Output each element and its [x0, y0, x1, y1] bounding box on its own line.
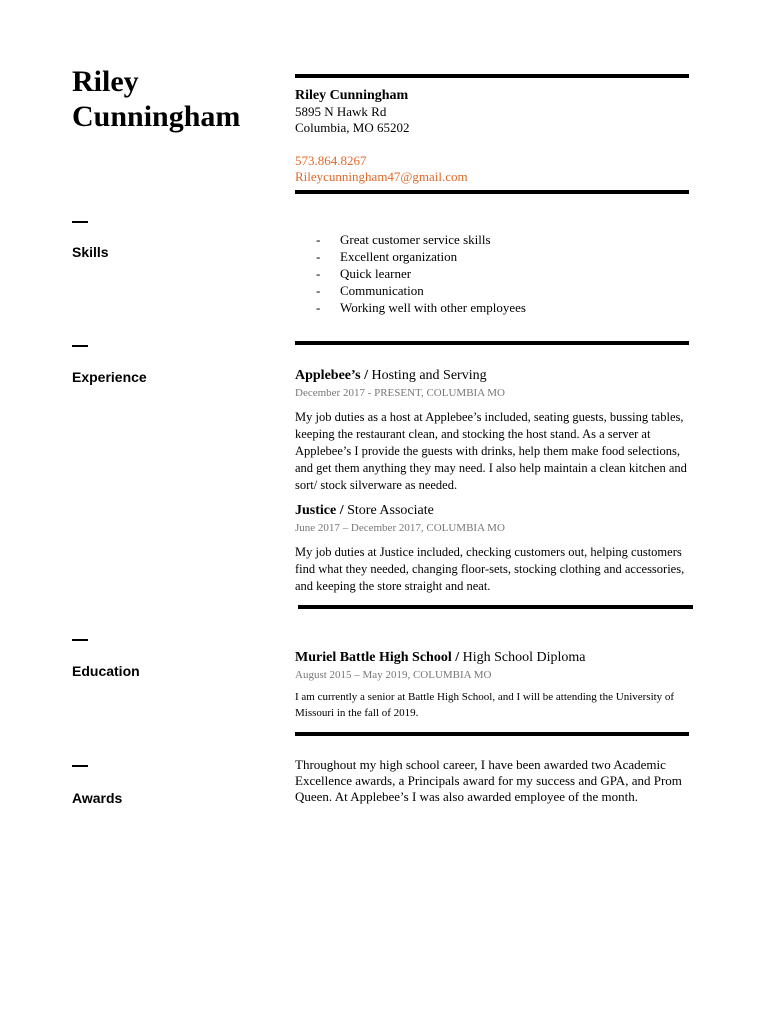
experience-entry-applebees — [295, 367, 695, 494]
entry-title — [295, 649, 695, 667]
entry-role: High School Diploma — [459, 650, 586, 665]
experience-dash — [72, 345, 88, 347]
skill-text: Great customer service skills — [340, 232, 491, 247]
list-item — [316, 282, 526, 299]
contact-address-line2: Columbia, MO 65202 — [295, 120, 410, 135]
entry-dates: December 2017 - PRESENT, COLUMBIA MO — [295, 387, 505, 399]
entry-title — [295, 367, 695, 385]
skill-text: Working well with other employees — [340, 300, 526, 315]
entry-org: Muriel Battle High School / — [295, 650, 460, 665]
list-bullet: - — [316, 249, 321, 264]
entry-org: Justice / — [295, 503, 344, 518]
skills-dash — [72, 221, 88, 223]
skills-bottom-rule — [295, 341, 689, 345]
list-item — [316, 248, 526, 265]
skill-text: Excellent organization — [340, 249, 458, 264]
contact-address-line1: 5895 N Hawk Rd — [295, 104, 387, 119]
entry-org: Applebee’s / — [295, 368, 368, 383]
list-bullet: - — [316, 300, 321, 315]
entry-dates: August 2015 – May 2019, COLUMBIA MO — [295, 669, 492, 681]
contact-spacer — [295, 136, 695, 153]
contact-top-rule — [295, 74, 689, 78]
name-line-last: Cunningham — [72, 100, 241, 133]
skill-text: Quick learner — [340, 266, 412, 281]
education-label: Education — [72, 663, 140, 679]
experience-label: Experience — [72, 369, 147, 385]
education-bottom-rule — [295, 732, 689, 736]
entry-description: My job duties at Justice included, checking customers out, helping customers find what they needed, changing floor-sets, stocking clothing and accessories, and keeping the store straight and neat. — [295, 545, 685, 593]
awards-description: Throughout my high school career, I have been awarded two Academic Excellence awards, a Principals award for my success and GPA, and Prom Queen. At Applebee’s I was also awarded employee of the month. — [295, 757, 682, 804]
experience-bottom-rule — [298, 605, 693, 609]
entry-dates: June 2017 – December 2017, COLUMBIA MO — [295, 522, 505, 534]
contact-phone: 573.864.8267 — [295, 153, 367, 168]
name-line-first: Riley — [72, 65, 139, 98]
entry-description: My job duties as a host at Applebee’s included, seating guests, bussing tables, keeping the restaurant clean, and stocking the host stand. As a server at Applebee’s I provide the guests with drinks, help them make food selections, and get them anything they may need. I also help maintain a clean kitchen and sort/ stock silverware as needed. — [295, 410, 687, 492]
list-bullet: - — [316, 232, 321, 247]
resume-name-heading — [72, 64, 272, 134]
entry-role: Store Associate — [343, 503, 434, 518]
entry-description: I am currently a senior at Battle High School, and I will be attending the University of Missouri in the fall of 2019. — [295, 691, 675, 719]
awards-label: Awards — [72, 790, 123, 806]
contact-name: Riley Cunningham — [295, 88, 409, 103]
list-item — [316, 231, 526, 248]
skills-label: Skills — [72, 244, 109, 260]
awards-dash — [72, 765, 88, 767]
contact-email: Rileycunningham47@gmail.com — [295, 169, 468, 184]
skill-text: Communication — [340, 283, 424, 298]
list-item — [316, 299, 526, 316]
contact-block — [295, 87, 695, 185]
entry-role: Hosting and Serving — [367, 368, 487, 383]
entry-title — [295, 502, 695, 520]
skills-list — [316, 231, 526, 316]
list-bullet: - — [316, 283, 321, 298]
education-entry-battle — [295, 649, 695, 721]
education-dash — [72, 639, 88, 641]
experience-entry-justice — [295, 502, 695, 595]
list-bullet: - — [316, 266, 321, 281]
contact-bottom-rule — [295, 190, 689, 194]
list-item — [316, 265, 526, 282]
